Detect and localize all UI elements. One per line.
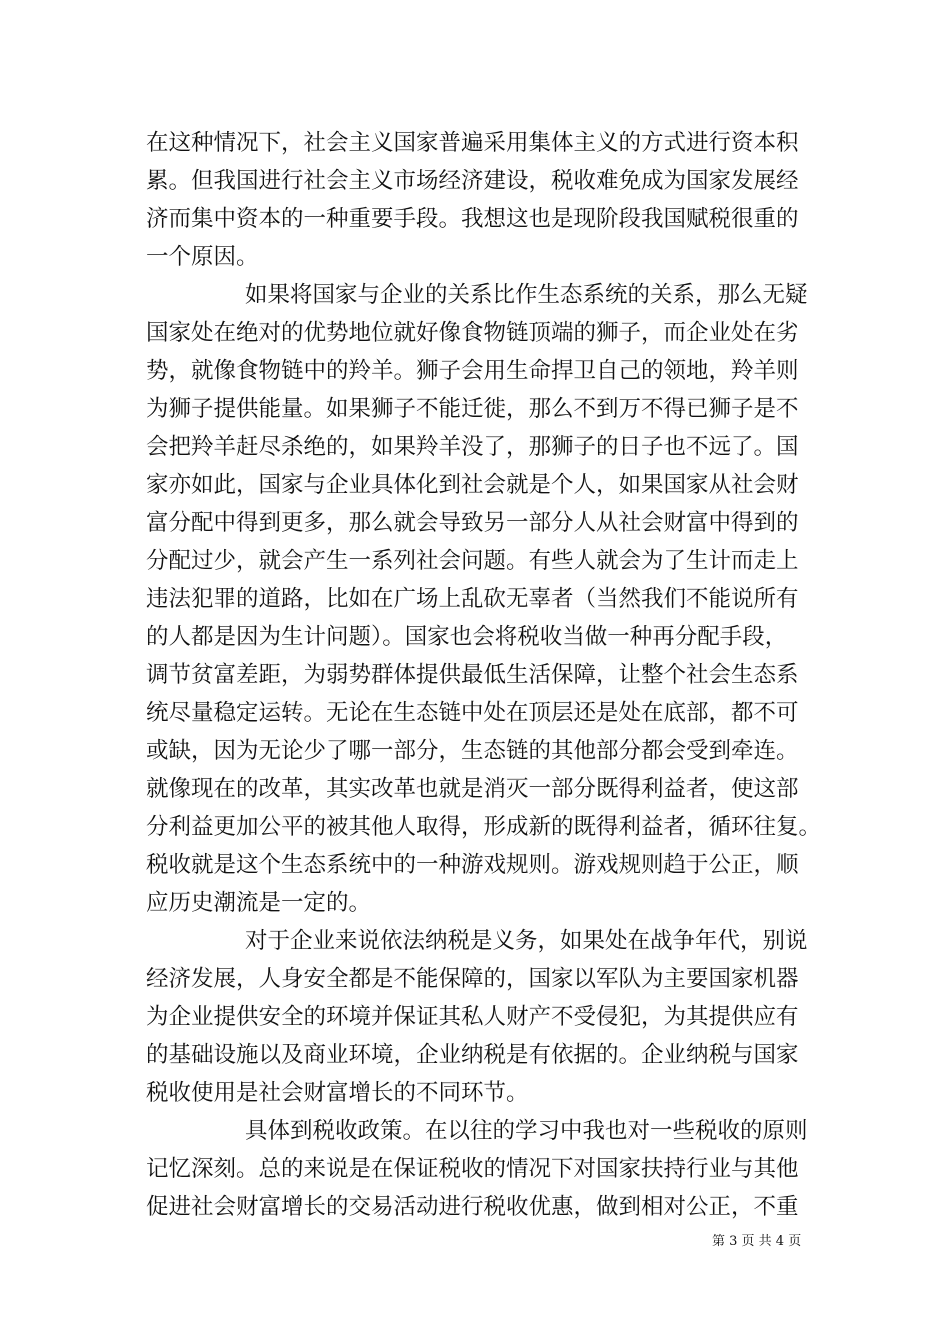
text-line: 如果将国家与企业的关系比作生态系统的关系，那么无疑 (245, 282, 808, 308)
text-line: 为企业提供安全的环境并保证其私人财产不受侵犯，为其提供应有 (146, 1004, 799, 1030)
text-line: 违法犯罪的道路，比如在广场上乱砍无辜者（当然我们不能说所有 (146, 586, 799, 612)
text-line: 在这种情况下，社会主义国家普遍采用集体主义的方式进行资本积 (146, 130, 799, 156)
text-line: 一个原因。 (146, 244, 259, 270)
text-line: 的人都是因为生计问题）。国家也会将税收当做一种再分配手段， (146, 624, 788, 650)
text-line: 家亦如此，国家与企业具体化到社会就是个人，如果国家从社会财 (146, 472, 799, 498)
text-line: 就像现在的改革，其实改革也就是消灭一部分既得利益者，使这部 (146, 776, 799, 802)
text-line: 国家处在绝对的优势地位就好像食物链顶端的狮子，而企业处在劣 (146, 320, 799, 346)
text-line: 分配过少，就会产生一系列社会问题。有些人就会为了生计而走上 (146, 548, 799, 574)
text-line: 经济发展，人身安全都是不能保障的，国家以军队为主要国家机器 (146, 966, 799, 992)
text-line: 分利益更加公平的被其他人取得，形成新的既得利益者，循环往复。 (146, 814, 822, 840)
text-line: 为狮子提供能量。如果狮子不能迁徙，那么不到万不得已狮子是不 (146, 396, 799, 422)
text-line: 会把羚羊赶尽杀绝的，如果羚羊没了，那狮子的日子也不远了。国 (146, 434, 799, 460)
text-line: 促进社会财富增长的交易活动进行税收优惠，做到相对公正，不重 (146, 1194, 799, 1220)
text-line: 税收使用是社会财富增长的不同环节。 (146, 1080, 529, 1106)
text-line: 势，就像食物链中的羚羊。狮子会用生命捍卫自己的领地，羚羊则 (146, 358, 799, 384)
text-line: 具体到税收政策。在以往的学习中我也对一些税收的原则 (245, 1118, 808, 1144)
text-line: 调节贫富差距，为弱势群体提供最低生活保障，让整个社会生态系 (146, 662, 799, 688)
text-line: 对于企业来说依法纳税是义务，如果处在战争年代，别说 (245, 928, 808, 954)
text-line: 应历史潮流是一定的。 (146, 890, 372, 916)
text-line: 税收就是这个生态系统中的一种游戏规则。游戏规则趋于公正，顺 (146, 852, 799, 878)
text-line: 富分配中得到更多，那么就会导致另一部分人从社会财富中得到的 (146, 510, 799, 536)
text-line: 记忆深刻。总的来说是在保证税收的情况下对国家扶持行业与其他 (146, 1156, 799, 1182)
text-line: 统尽量稳定运转。无论在生态链中处在顶层还是处在底部，都不可 (146, 700, 799, 726)
text-line: 的基础设施以及商业环境，企业纳税是有依据的。企业纳税与国家 (146, 1042, 799, 1068)
text-line: 累。但我国进行社会主义市场经济建设，税收难免成为国家发展经 (146, 168, 799, 194)
page-number: 第 3 页 共 4 页 (712, 1234, 802, 1249)
text-line: 济而集中资本的一种重要手段。我想这也是现阶段我国赋税很重的 (146, 206, 799, 232)
text-line: 或缺，因为无论少了哪一部分，生态链的其他部分都会受到牵连。 (146, 738, 799, 764)
